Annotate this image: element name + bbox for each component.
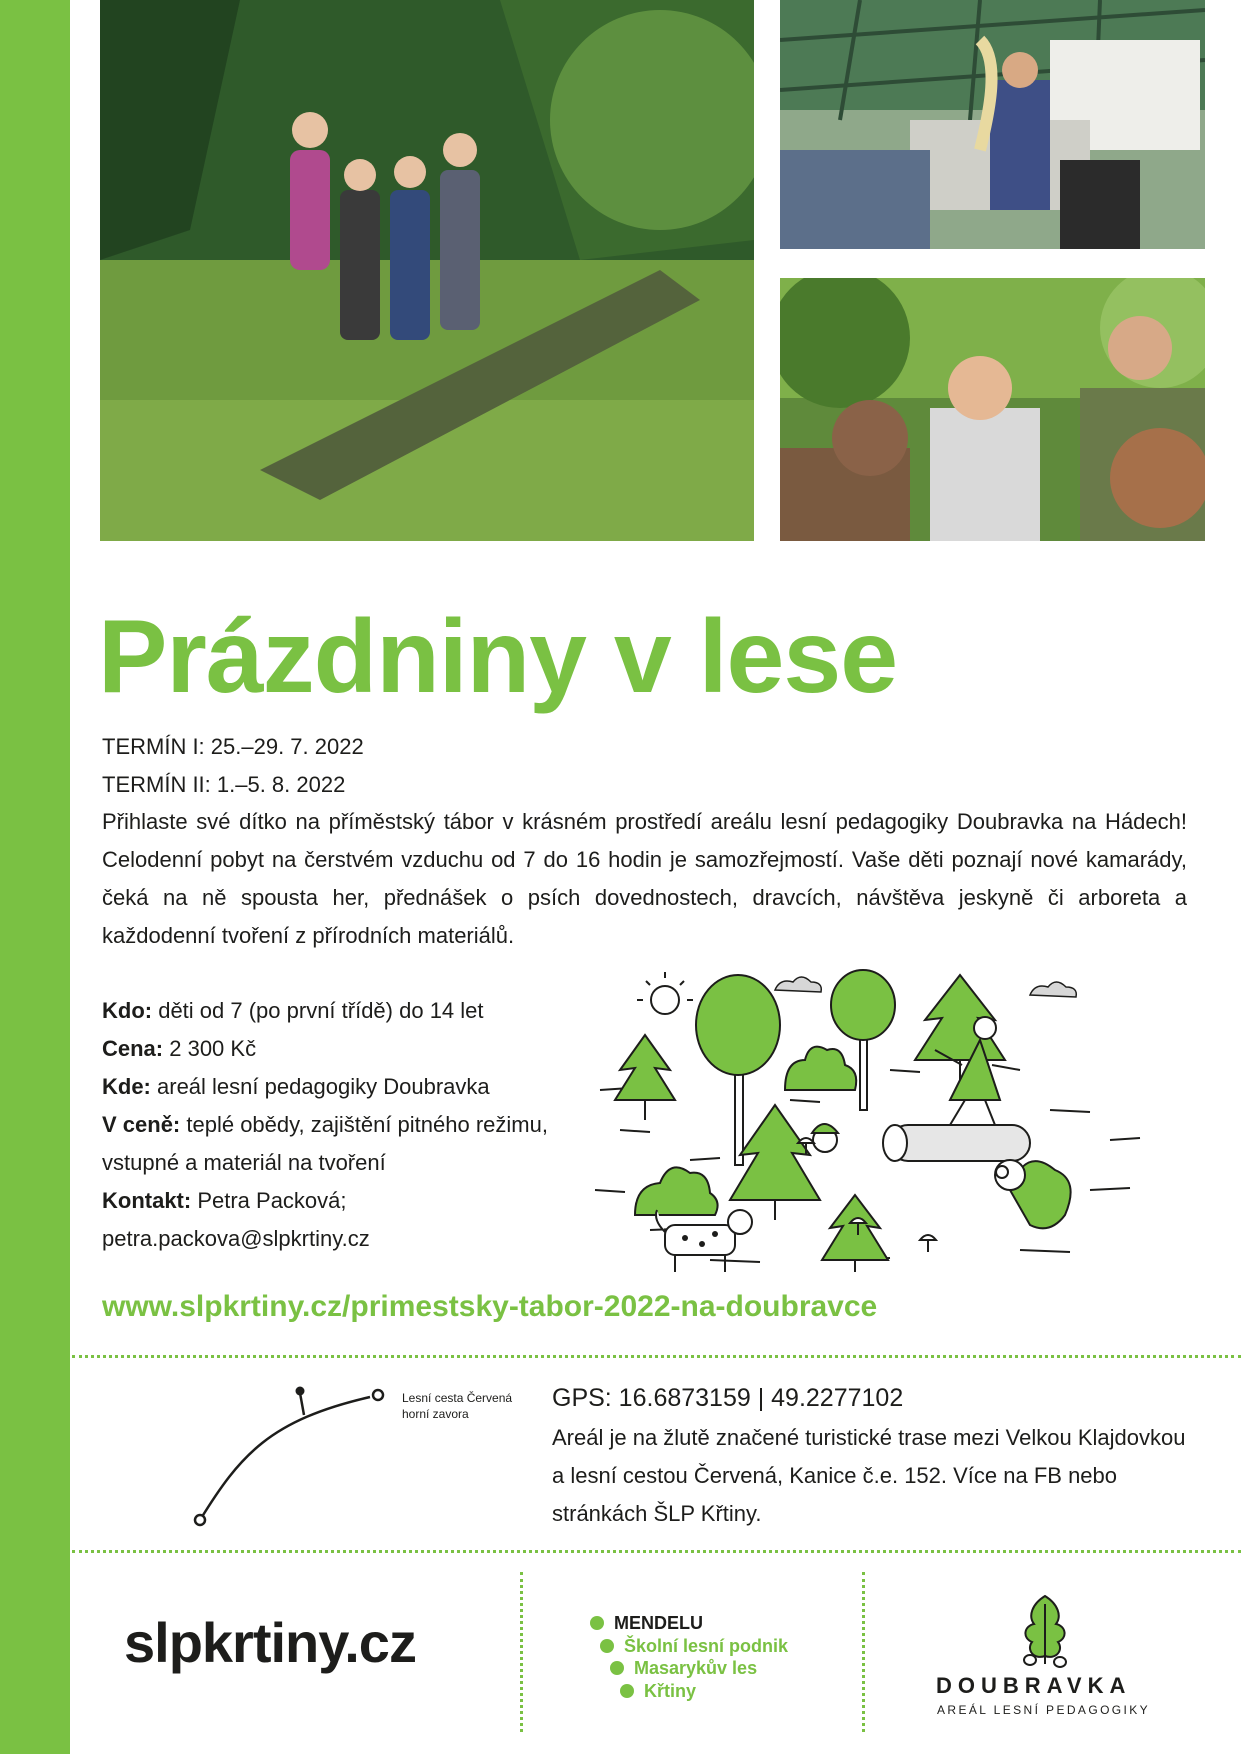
map-label: Lesní cesta Červená horní zavora [402,1391,513,1421]
dotted-divider-bottom [72,1550,1241,1553]
camp-info-list [102,992,562,1258]
doubravka-name: DOUBRAVKA [936,1673,1132,1698]
term-second: TERMÍN II: 1.–5. 8. 2022 [102,772,346,797]
gps-coordinates: GPS: 16.6873159 | 49.2277102 [552,1384,904,1412]
photo-children-on-log [100,0,754,541]
dot-icon [590,1616,604,1630]
info-who: Kdo: děti od 7 (po první třídě) do 14 let [102,998,484,1023]
info-included: V ceně: teplé obědy, zajištění pitného režimu, vstupné a materiál na tvoření [102,1112,548,1175]
dotted-divider-top [72,1355,1241,1358]
footer-divider-2 [862,1572,865,1732]
info-where: Kde: areál lesní pedagogiky Doubravka [102,1074,490,1099]
camp-web-link[interactable]: www.slpkrtiny.cz/primestsky-tabor-2022-na-doubravce [102,1290,878,1323]
side-accent-bar [0,0,70,1754]
page-title: Prázdniny v lese [98,599,898,715]
dot-icon [620,1684,634,1698]
oak-leaf-icon [1010,1590,1080,1670]
term-first: TERMÍN I: 25.–29. 7. 2022 [102,734,364,759]
camp-dates [102,728,364,804]
dot-icon [610,1661,624,1675]
doubravka-subtitle: AREÁL LESNÍ PEDAGOGIKY [937,1703,1151,1717]
mendelu-logo: MENDELU Školní lesní podnik Masarykův les Křtiny [590,1612,788,1702]
footer-site-link[interactable]: slpkrtiny.cz [124,1611,416,1674]
info-price: Cena: 2 300 Kč [102,1036,257,1061]
dot-icon [600,1639,614,1653]
intro-paragraph: Přihlaste své dítko na příměstský tábor v krásném prostředí areálu lesní pedagogiky Doubravka na Hádech! Celodenní pobyt na čerstvém vzduchu od 7 do 16 hodin je samozřejmostí. Vaše děti poznají nové kamarády, čeká na ně spousta her, přednášek o psích dovednostech, dravcích, návštěva jeskyně či arboreta a každodenní tvoření z přírodních materiálů. [102,809,1187,948]
directions-text: Areál je na žlutě značené turistické trase mezi Velkou Klajdovkou a lesní cestou Červená, Kanice č.e. 152. Více na FB nebo stránkách ŠLP Křtiny. [552,1425,1186,1526]
forest-illustration [590,960,1150,1275]
footer-divider-1 [520,1572,523,1732]
info-contact: Kontakt: Petra Packová; petra.packova@slpkrtiny.cz [102,1188,370,1251]
photo-greenhouse-snake [780,0,1205,249]
photo-children-with-leader [780,278,1205,541]
